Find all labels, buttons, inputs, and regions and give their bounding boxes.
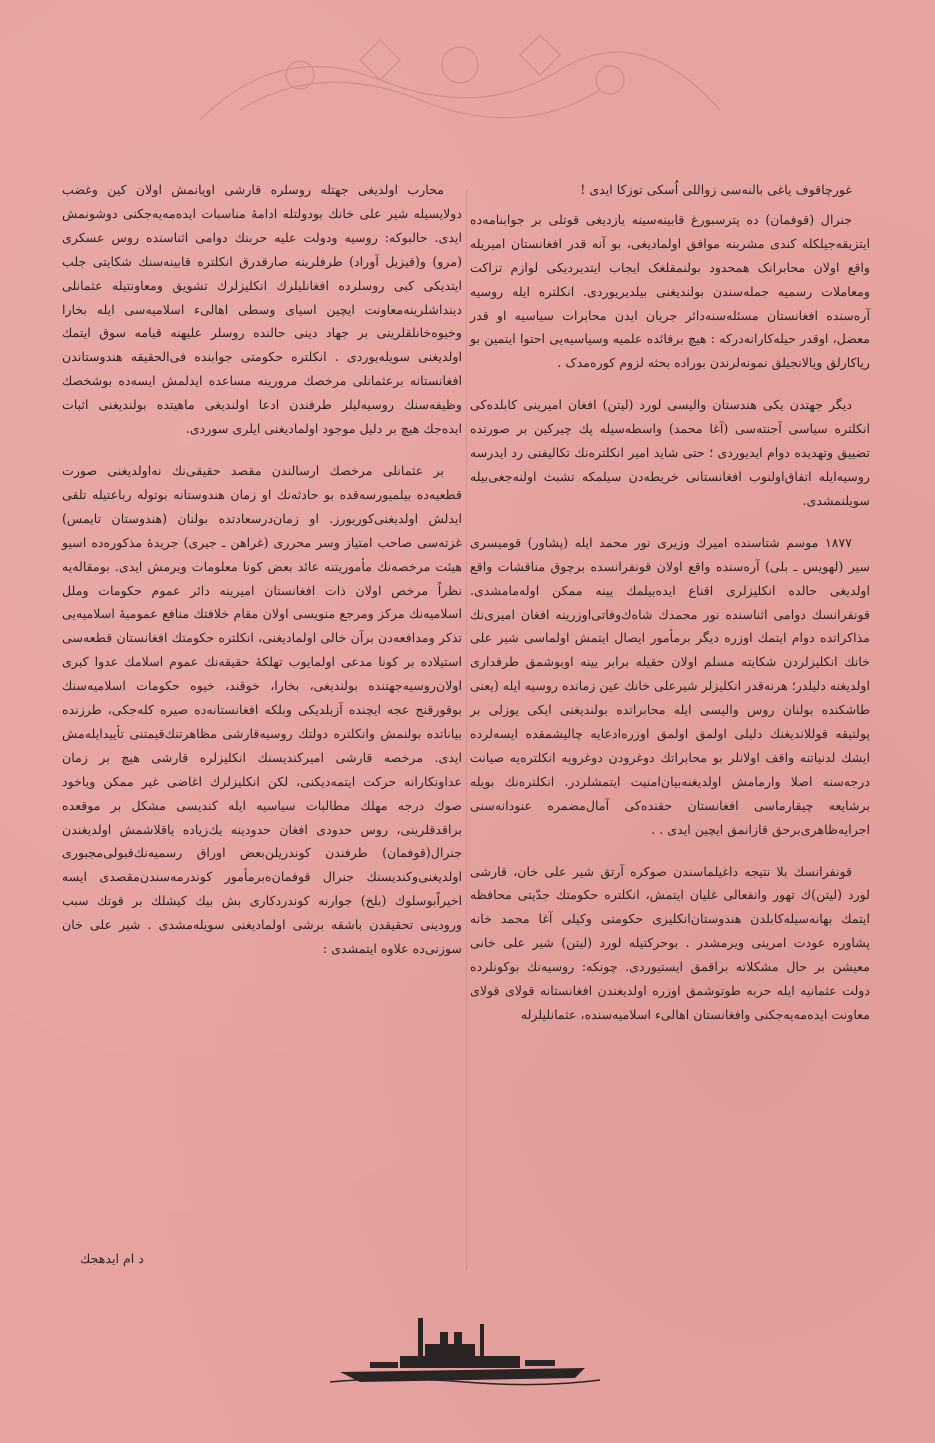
battleship-icon [330, 1310, 600, 1390]
paragraph: محارب اولدیغی جهتله روسلره قارشی اویانمش اولان کین وغضب دولایسیله شیر علی خانك بودولتله ادامهٔ مناسبات ایده‌مه‌یه‌جکنی دوشونمش ایدی. حالبوکه: روسیه ودولت علیه حربنك دوامی اثناسنده روس عسکری (مرو) و(قیزیل آوراد) طرفلرینه صارقدرق انکلتره قابینه‌سنك شکایتی جلب ایتدیکی کبی روسلرده افغانلیلرك انکلیزلرك تشویق ومعاونتیله عثمانلی دیندا‌شلرینه‌معاونت ایچین اسیای وسطی اهالیء اسلامیه‌سی ایله بخارا وخیوه‌خانلقلرینی بر جهاد دینی حالنده روسلر علیهنه قیامه سوق ایتمك اولدیغنی سویله‌یوردی . انکلتره حکومتی جوابنده فی‌الحقیقه هندوستاندن افغانستانه برعثمانلی مرخصك مرورینه مساعده ایدلمش ایسه‌ده بوشخصك وظیفه‌سنك روسیه‌لیلر طرفندن ادعا اولندیغی ماهیتده بولندیغنی اثبات ایده‌جك هیچ بر دلیل موجود اولمادیغنی ایلری سوردی. [62, 182, 462, 437]
paragraph: ۱۸۷۷ موسم شتاسنده امیرك وزیری نور محمد ایله (پشاور) قومیسری سیر (لهویس ـ بلی) آره‌سنده واقع اولان قونفرانسده برچوق مناقشات واقع اولدیغی حالده انکلیزلری اقناع ایده‌بیلمك یینه ممکن اوله‌مامشدی. قونفرانسك دوامی اثناسنده نور محمدك شاه‌ك‌وفاتی‌اوزرینه افغان امیری‌نك مذاکراتده دوام ایتمك اوزره دیگر برمأمور ایصال ایتمش اولماسی شیر علی خانك انکلیزلردن شکایته مسلم اولان حقیله برابر یینه اوبوشمق طرفداری اولدیغنه دلیلدر؛ هرنه‌قدر انکلیزلر شیرعلی خانك عین زمانده روسیه ایله (یعنی طاشکنده بولنان روس والیسی ایله محابراتده بولندیغنی ایکی یوزلی بر پولتیقه قوللاندیغنك دلیلی اولمق اولمق اوزره‌ادعایه چالیشمقده ایسه‌لرده ایشك لدنیاتنه واقف اولانلر بو محابراتك دوغرودن دوغرویه انکلتره‌یه صیانت درجه‌سنه اصلا وارمامش اولدیغنه‌بیان‌امنیت ایتمشلردر. انکلتره‌نك بویله برشایعه چیقارماسی افغانستان حقنده‌کی آمال‌مضمره عنودانه‌سنی اجرا‌یه‌ظاهری‌برحق قازانمق ایچین ایدی . . [469, 534, 870, 837]
continuation-note: د ام ایدهجك [80, 1251, 144, 1266]
paragraph: غورچاقوف یاغی بالنه‌سی زواللی اُسکی توزکا ایدی ! [580, 182, 852, 197]
column-divider [466, 190, 467, 1270]
floral-ornament-icon [180, 20, 740, 140]
paragraph: جنرال (قوفمان) ده پترسبورغ قابینه‌سینه یازدیغی قوتلی بر جوابنامه‌ده ایتزیقه‌جیلکله کندی مشربنه موافق اولمادیغی، بو آنه قدر افغانستان امیریله واقع اولان محابرانک همحدود بولنمقلغک ایجاب ایتدیردیکی لوازم تزاکت ومعاملات رسمیه جمله‌سندن بولندیغنی بیلدیریوردی. انکلتره ایله روسیه آره‌سنده افغانستان مسئله‌سنه‌دائر جریان ایدن محابرات سیاسیه او قدر معضل، اوقدر حیله‌کارانه‌درکه : هیچ برفائده علمیه وسیاسیه‌یی احتوا ایتمین بو ریاکارلق ویالانجیلق نمونه‌لرندن بوراده بحثه لزوم کوره‌مدک . [470, 211, 870, 371]
paragraph: بر عثمانلی مرخصك ارسالندن مقصد حقیقی‌نك نه‌اولدیغنی صورت قطعیه‌ده بیلمیورسه‌قده بو حادثه‌نك او زمان هندوستانه بوتوله رباعتیله تلقی ایدلش اولدیغنی‌کوریورز. او زمان‌درسعادتده بولنان (هندوستان تایمس) غزته‌سی صاحب امتیاز وسر محرری (غراهن ـ جیری) جریدهٔ مذکوره‌ده اسیو هیئت مرخصه‌نك مأموریتنه عائد بعض کونا معلومات ویرمش ایدی. بومقاله‌یه نظراً مرخص اولان ذات افغانستان امیرینه دائر عموم حکومات وملل اسلامیه‌نك مرکز ومرجع منویسی اولان مقام خلافتك منافع عمومیهٔ اسلامیه‌یی تذکر ومدافعه‌دن برآن خالی اولمادیغنی، انکلتره حکومتك افغانستان قطعه‌سی استیلاده بر کونا مدعی اولمایوب تهلکهٔ حقیقه‌نك عموم اسلامك عدوا کبری اولان‌روسیه‌جهتنده بولندیغی، بخارا، خوقند، خیوه حکومات اسلامیه‌سنك بوقورقنج عجه ایچنده آزبلدیکی وبلکه افغانستانه‌ده صیره کله‌جکی، طرزنده بیاناتده بولنمش وانکلتره دولتك روسیه‌قارشی مظاهرتنك‌قیمتنی تأییدایله‌مش ایدی. مرخصه قارشی امیرکندیسنك انکلیزلره قارشی هیچ بر زمان عداونکارانه حرکت ایتمه‌دیکنی، لکن انکلیزلرك اغاضی غیر ممکن ویاخود صوك درجه مهلك مطالبات سیاسیه ایله کندیسی مشکل بر موقعده براقدقلرینی، روس حدودی افغان حدودینه یك‌زیاده یاقلاشمش اولدیغندن جنرال(قوفمان) طرفندن کوندریلن‌بعض اوراق رسمیه‌نك‌قبولی‌مجبوری اولدیغنی‌وکندیسنك جنرال قوفمان‌ه‌برمأمور کوندرمه‌سندن‌مقصدی ایسه اخیراً‌بوسلوك (بلخ) جوارنه کوندردکاری بش بیك کیشلك بر قوتك سبب ورودینی تحقیقدن باشقه برشی اولمادیغنی سویله‌مشدی . شیر علی خان سوزنی‌ده علاوه ایتمشدی : [62, 462, 462, 957]
paragraph: دیگر جهتدن یکی هندستان والیسی لورد (لیتن) افغان امیرینی کابلده‌کی انکلتره سیاسی آجنته‌سی (آغا محمد) واسطه‌سیله پك چیرکین بر صورتده تضییق وتهدیده دوام ایدیوردی ؛ حتی شاید امیر انکلتره‌نك تکالیفنی رد ایدرسه روسیه‌ایله اتفاق‌اولنوب افغانستانی خریطه‌دن سیلمکه تشبث اولنه‌جغی‌بیله سویلنمشدی. [470, 397, 870, 508]
right-column [470, 178, 870, 1045]
left-column [62, 178, 462, 979]
paragraph: قونفرانسك بلا نتیجه داغیلماسندن صوکره آرتق شیر علی خان، قارشی لورد (لیتن)ك تهور وانفعالی غلیان ایتمش، انکلتره حکومتك جدّیتی محافظه ایتمك بهانه‌سیله‌کابلدن هندوستان‌انکلیزی حکومتی وکیلی آغا محمد خانه پشاوره عودت امرینی ویرمشدر . بوحرکتیله لورد (لیتن) شیر علی خانی معیشن بر حال مشکلاته براقمق ایستیوردی. چونکه: روسیه‌نك بوکونلرده دولت عثمانیه ایله حربه طوتوشمق اوزره اولدیغندن افغانستانه قولای قولای معاونت ایده‌مه‌یه‌جکنی وافغانستان اهالیء اسلامیه‌سنده، عثمانلیلرله [470, 863, 870, 1022]
